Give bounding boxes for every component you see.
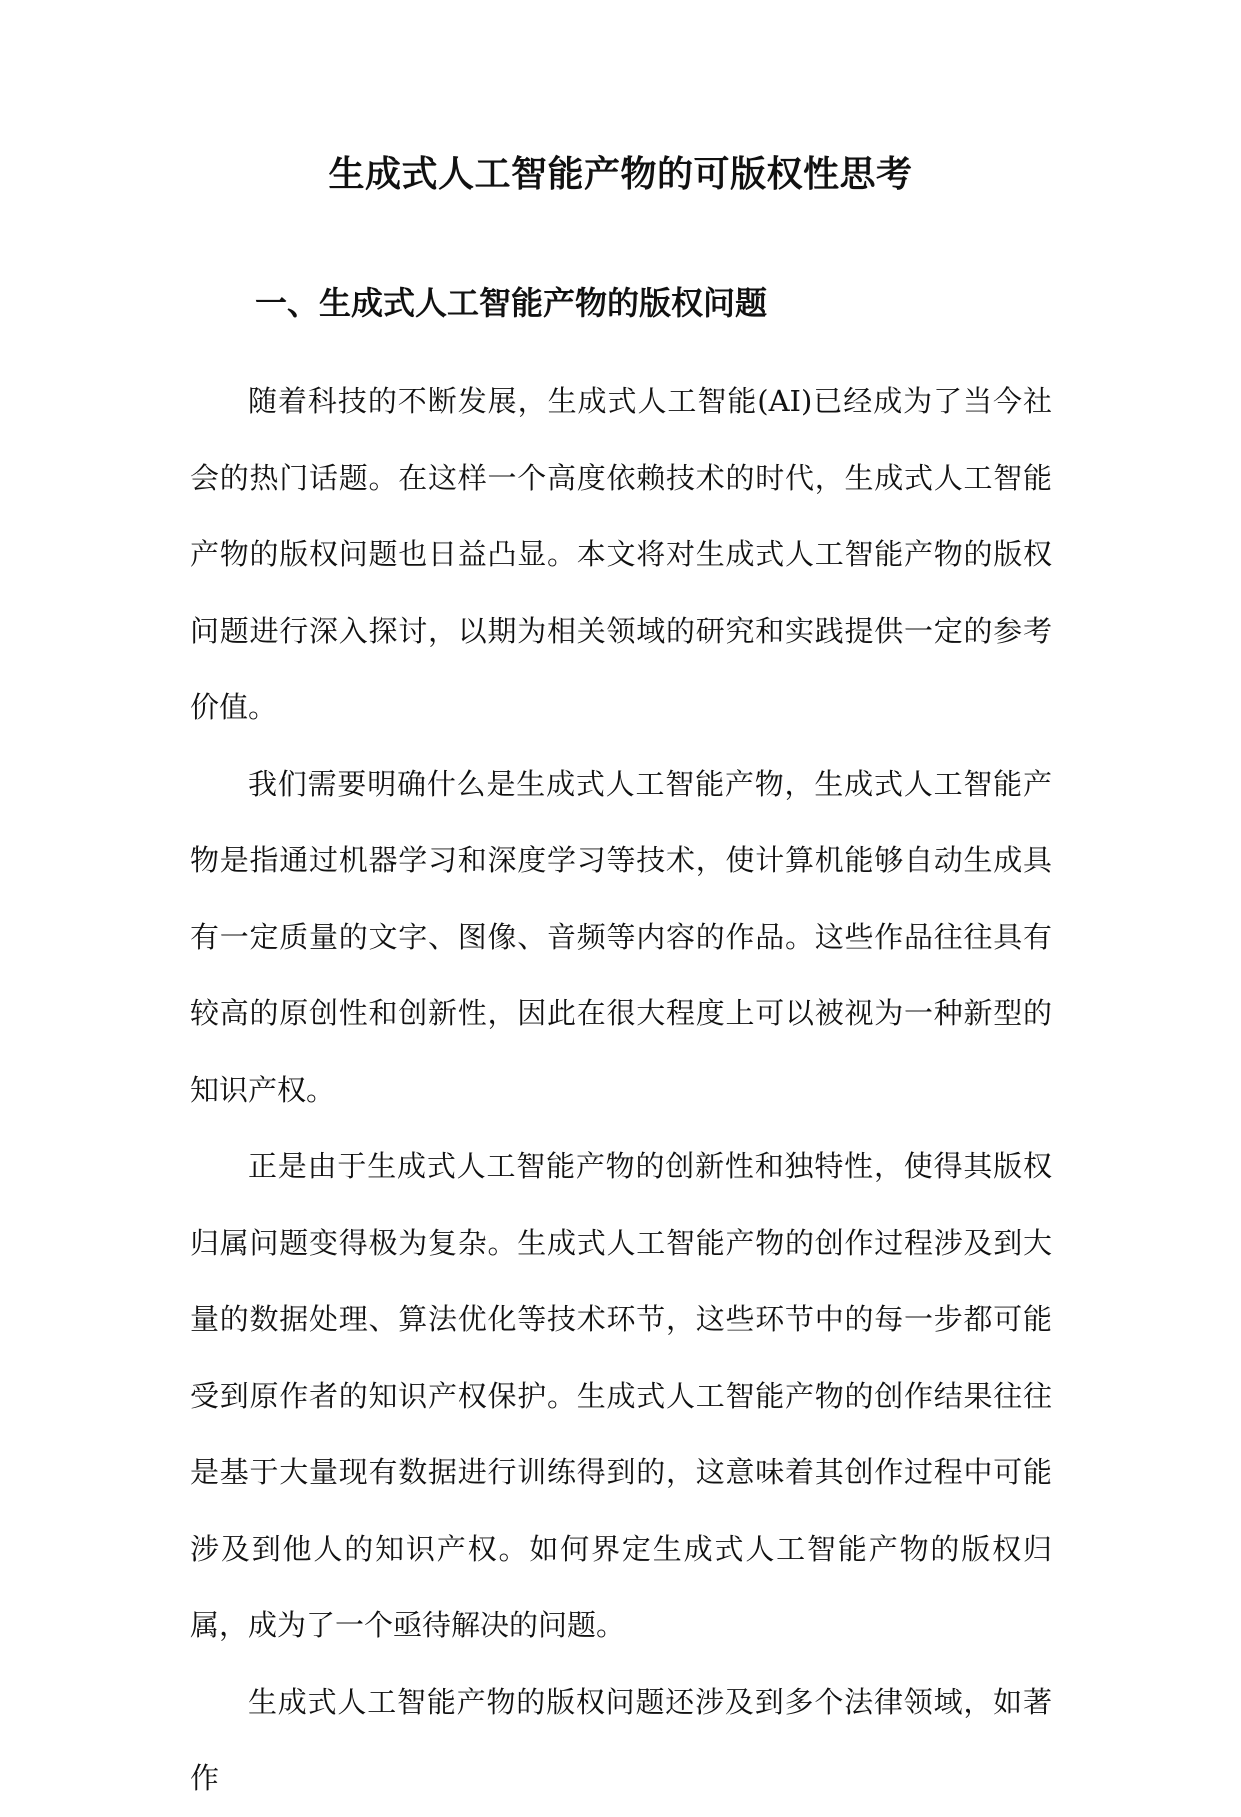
body-text <box>190 363 1052 1817</box>
document-title: 生成式人工智能产物的可版权性思考 <box>328 154 913 195</box>
paragraph-1: 随着科技的不断发展，生成式人工智能(AI)已经成为了当今社会的热门话题。在这样一个高度依赖技术的时代，生成式人工智能产物的版权问题也日益凸显。本文将对生成式人工智能产物的版权问题进行深入探讨，以期为相关领域的研究和实践提供一定的参考价值。 <box>190 384 1052 724</box>
section-heading: 一、生成式人工智能产物的版权问题 <box>255 284 768 322</box>
paragraph-2: 我们需要明确什么是生成式人工智能产物，生成式人工智能产物是指通过机器学习和深度学习等技术，使计算机能够自动生成具有一定质量的文字、图像、音频等内容的作品。这些作品往往具有较高的原创性和创新性，因此在很大程度上可以被视为一种新型的知识产权。 <box>190 766 1052 1107</box>
paragraph-4: 生成式人工智能产物的版权问题还涉及到多个法律领域，如著作 <box>190 1684 1052 1795</box>
paragraph-3: 正是由于生成式人工智能产物的创新性和独特性，使得其版权归属问题变得极为复杂。生成式人工智能产物的创作过程涉及到大量的数据处理、算法优化等技术环节，这些环节中的每一步都可能受到原作者的知识产权保护。生成式人工智能产物的创作结果往往是基于大量现有数据进行训练得到的，这意味着其创作过程中可能涉及到他人的知识产权。如何界定生成式人工智能产物的版权归属，成为了一个亟待解决的问题。 <box>190 1149 1052 1642</box>
